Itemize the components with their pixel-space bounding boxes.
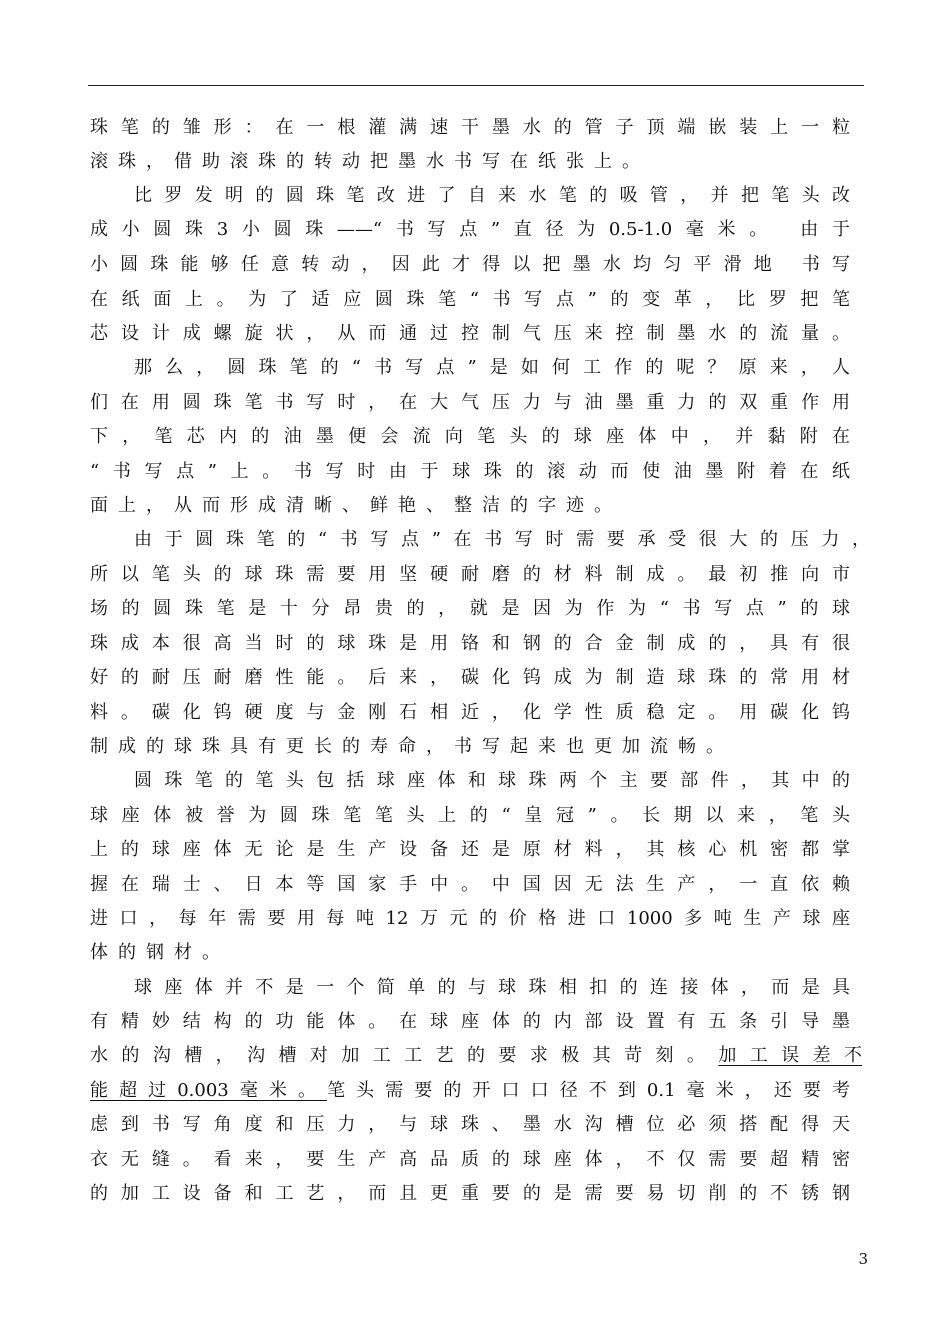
paragraph-line: 进口，每年需要用每吨12万元的价格进口1000多吨生产球座 (90, 908, 850, 929)
paragraph-line: 球座体并不是一个简单的与球珠相扣的连接体，而是具 (134, 977, 850, 998)
paragraph-line: 圆珠笔的笔头包括球座体和球珠两个主要部件，其中的 (134, 770, 850, 791)
paragraph-line: 料。碳化钨硬度与金刚石相近，化学性质稳定。用碳化钨 (90, 702, 850, 723)
line-text: 水的沟槽，沟槽对加工工艺的要求极其苛刻。 (90, 1045, 719, 1066)
paragraph-line: 衣无缝。看来，要生产高品质的球座体，不仅需要超精密 (90, 1149, 850, 1170)
paragraph-line: 制成的球珠具有更长的寿命，书写起来也更加流畅。 (90, 736, 734, 757)
line-text: 笔头需要的开口口径不到0.1毫米，还要考 (327, 1080, 851, 1101)
paragraph-line: 由于圆珠笔的“书写点”在书写时需要承受很大的压力， (134, 529, 870, 550)
paragraph-line: 那么，圆珠笔的“书写点”是如何工作的呢？原来，人 (134, 357, 850, 378)
paragraph-line: 虑到书写角度和压力，与球珠、墨水沟槽位必须搭配得天 (90, 1114, 850, 1135)
paragraph-line: 成小圆珠3小圆珠——“书写点”直径为0.5-1.0毫米。 由于 (90, 219, 850, 240)
paragraph-line: 体的钢材。 (90, 942, 230, 963)
underlined-text: 能超过0.003毫米。 (90, 1080, 328, 1101)
paragraph-line: 握在瑞士、日本等国家手中。中国因无法生产，一直依赖 (90, 874, 850, 895)
paragraph-line: 小圆珠能够任意转动，因此才得以把墨水均匀平滑地 书写 (90, 254, 850, 275)
paragraph-line: 比罗发明的圆珠笔改进了自来水笔的吸管，并把笔头改 (134, 185, 850, 206)
paragraph-line: 上的球座体无论是生产设备还是原材料，其核心机密都掌 (90, 839, 850, 860)
paragraph-line: 面上，从而形成清晰、鲜艳、整洁的字迹。 (90, 495, 622, 516)
paragraph-line: 球座体被誉为圆珠笔笔头上的“皇冠”。长期以来，笔头 (90, 805, 850, 826)
paragraph-line: 在纸面上。为了适应圆珠笔“书写点”的变革，比罗把笔 (90, 289, 850, 310)
paragraph-line: “书写点”上。书写时由于球珠的滚动而使油墨附着在纸 (90, 461, 850, 482)
paragraph-line: 好的耐压耐磨性能。后来，碳化钨成为制造球珠的常用材 (90, 667, 850, 688)
paragraph-line: 场的圆珠笔是十分昂贵的，就是因为作为“书写点”的球 (90, 598, 850, 619)
underlined-text: 加工误差不 (718, 1045, 863, 1066)
paragraph-line: 珠成本很高当时的球珠是用铬和钢的合金制成的，具有很 (90, 633, 850, 654)
paragraph-line: 的加工设备和工艺，而且更重要的是需要易切削的不锈钢 (90, 1183, 850, 1204)
paragraph-line: 们在用圆珠笔书写时，在大气压力与油墨重力的双重作用 (90, 392, 850, 413)
paragraph-line: 下，笔芯内的油墨便会流向笔头的球座体中，并黏附在 (90, 426, 850, 447)
paragraph-line: 珠笔的雏形：在一根灌满速干墨水的管子顶端嵌装上一粒 (90, 117, 850, 138)
paragraph-line: 芯设计成螺旋状，从而通过控制气压来控制墨水的流量。 (90, 323, 850, 344)
paragraph-line: 所以笔头的球珠需要用坚硬耐磨的材料制成。最初推向市 (90, 564, 850, 585)
paragraph-line: 有精妙结构的功能体。在球座体的内部设置有五条引导墨 (90, 1011, 850, 1032)
paragraph-line (90, 1079, 850, 1103)
paragraph-line: 滚珠，借助滚珠的转动把墨水书写在纸张上。 (90, 151, 650, 172)
paragraph-line (90, 1044, 862, 1068)
page-number: 3 (858, 1250, 868, 1268)
